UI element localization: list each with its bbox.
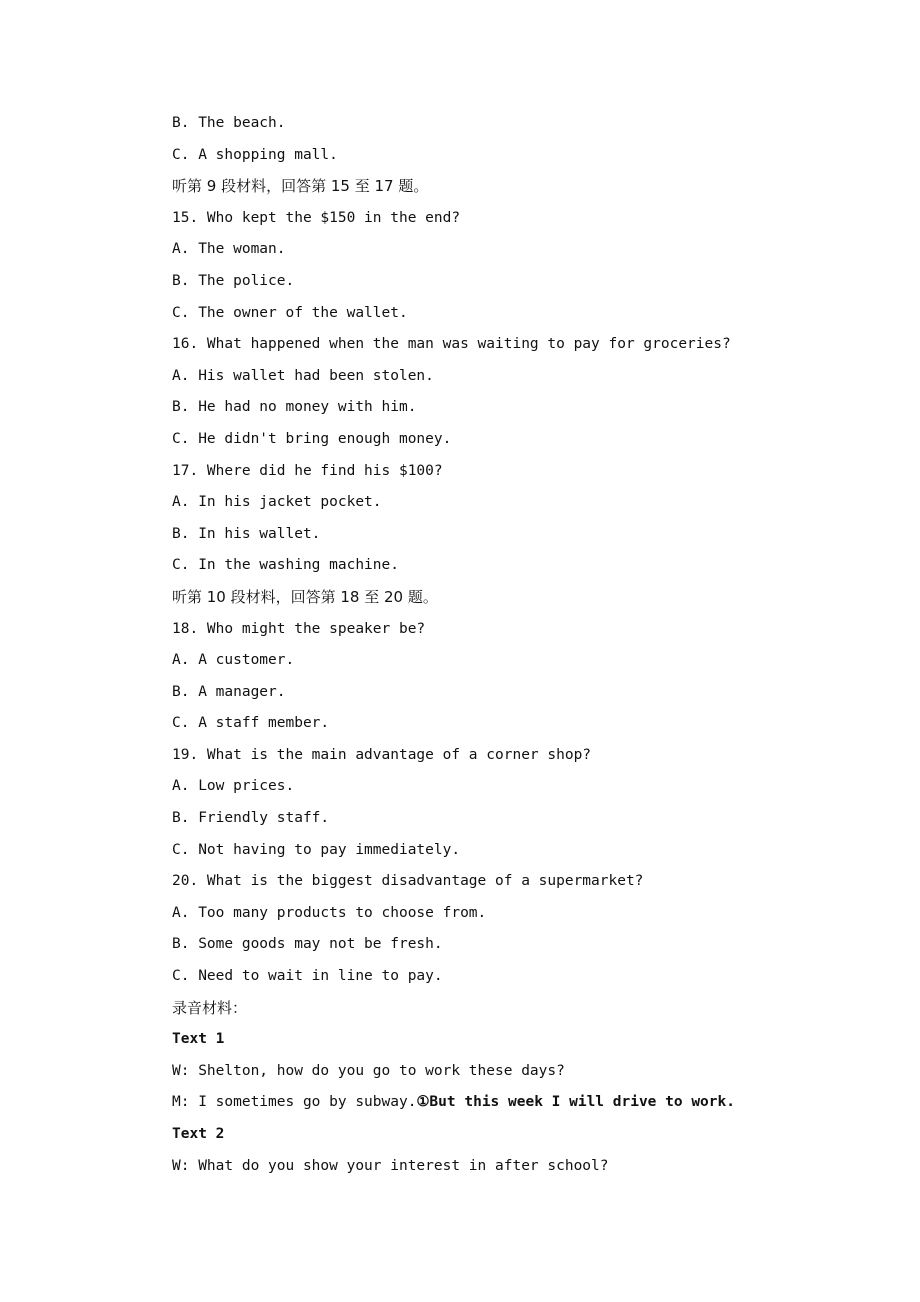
option-c: C. A shopping mall. [172, 146, 338, 163]
highlighted-answer-sentence: ①But this week I will drive to work. [416, 1094, 735, 1111]
option-a: A. The woman. [172, 241, 286, 258]
option-c: C. The owner of the wallet. [172, 304, 408, 321]
option-b: B. Friendly staff. [172, 810, 330, 827]
question-15: 15. Who kept the $150 in the end? [172, 209, 461, 226]
document-body [172, 108, 872, 1182]
option-c: C. He didn't bring enough money. [172, 430, 452, 447]
option-c: C. Not having to pay immediately. [172, 841, 461, 858]
option-c: C. Need to wait in line to pay. [172, 968, 443, 985]
option-b: B. Some goods may not be fresh. [172, 936, 443, 953]
option-a: A. His wallet had been stolen. [172, 367, 434, 384]
option-c: C. A staff member. [172, 715, 330, 732]
question-20: 20. What is the biggest disadvantage of a supermarket? [172, 873, 644, 890]
option-b: B. The police. [172, 272, 295, 289]
option-a: A. A customer. [172, 652, 295, 669]
option-c: C. In the washing machine. [172, 557, 399, 574]
option-b: B. The beach. [172, 115, 286, 131]
option-a: A. In his jacket pocket. [172, 494, 382, 511]
option-b: B. He had no money with him. [172, 399, 417, 416]
dialogue-line [172, 1087, 872, 1119]
transcript-heading: 录音材料： [172, 998, 248, 1017]
dialogue-line: W: What do you show your interest in after school? [172, 1157, 609, 1174]
option-a: A. Low prices. [172, 778, 295, 795]
option-a: A. Too many products to choose from. [172, 904, 487, 921]
question-16: 16. What happened when the man was waiting to pay for groceries? [172, 336, 731, 353]
question-19: 19. What is the main advantage of a corner shop? [172, 746, 592, 763]
dialogue-line: W: Shelton, how do you go to work these days? [172, 1062, 565, 1079]
question-17: 17. Where did he find his $100? [172, 462, 443, 479]
text-2-heading: Text 2 [172, 1126, 225, 1142]
section-instruction: 听第 10 段材料，回答第 18 至 20 题。 [172, 587, 438, 606]
section-instruction: 听第 9 段材料，回答第 15 至 17 题。 [172, 177, 429, 196]
dialogue-text: M: I sometimes go by subway. [172, 1094, 417, 1111]
option-b: B. In his wallet. [172, 525, 321, 542]
option-b: B. A manager. [172, 683, 286, 700]
question-18: 18. Who might the speaker be? [172, 620, 426, 637]
text-1-heading: Text 1 [172, 1031, 225, 1048]
